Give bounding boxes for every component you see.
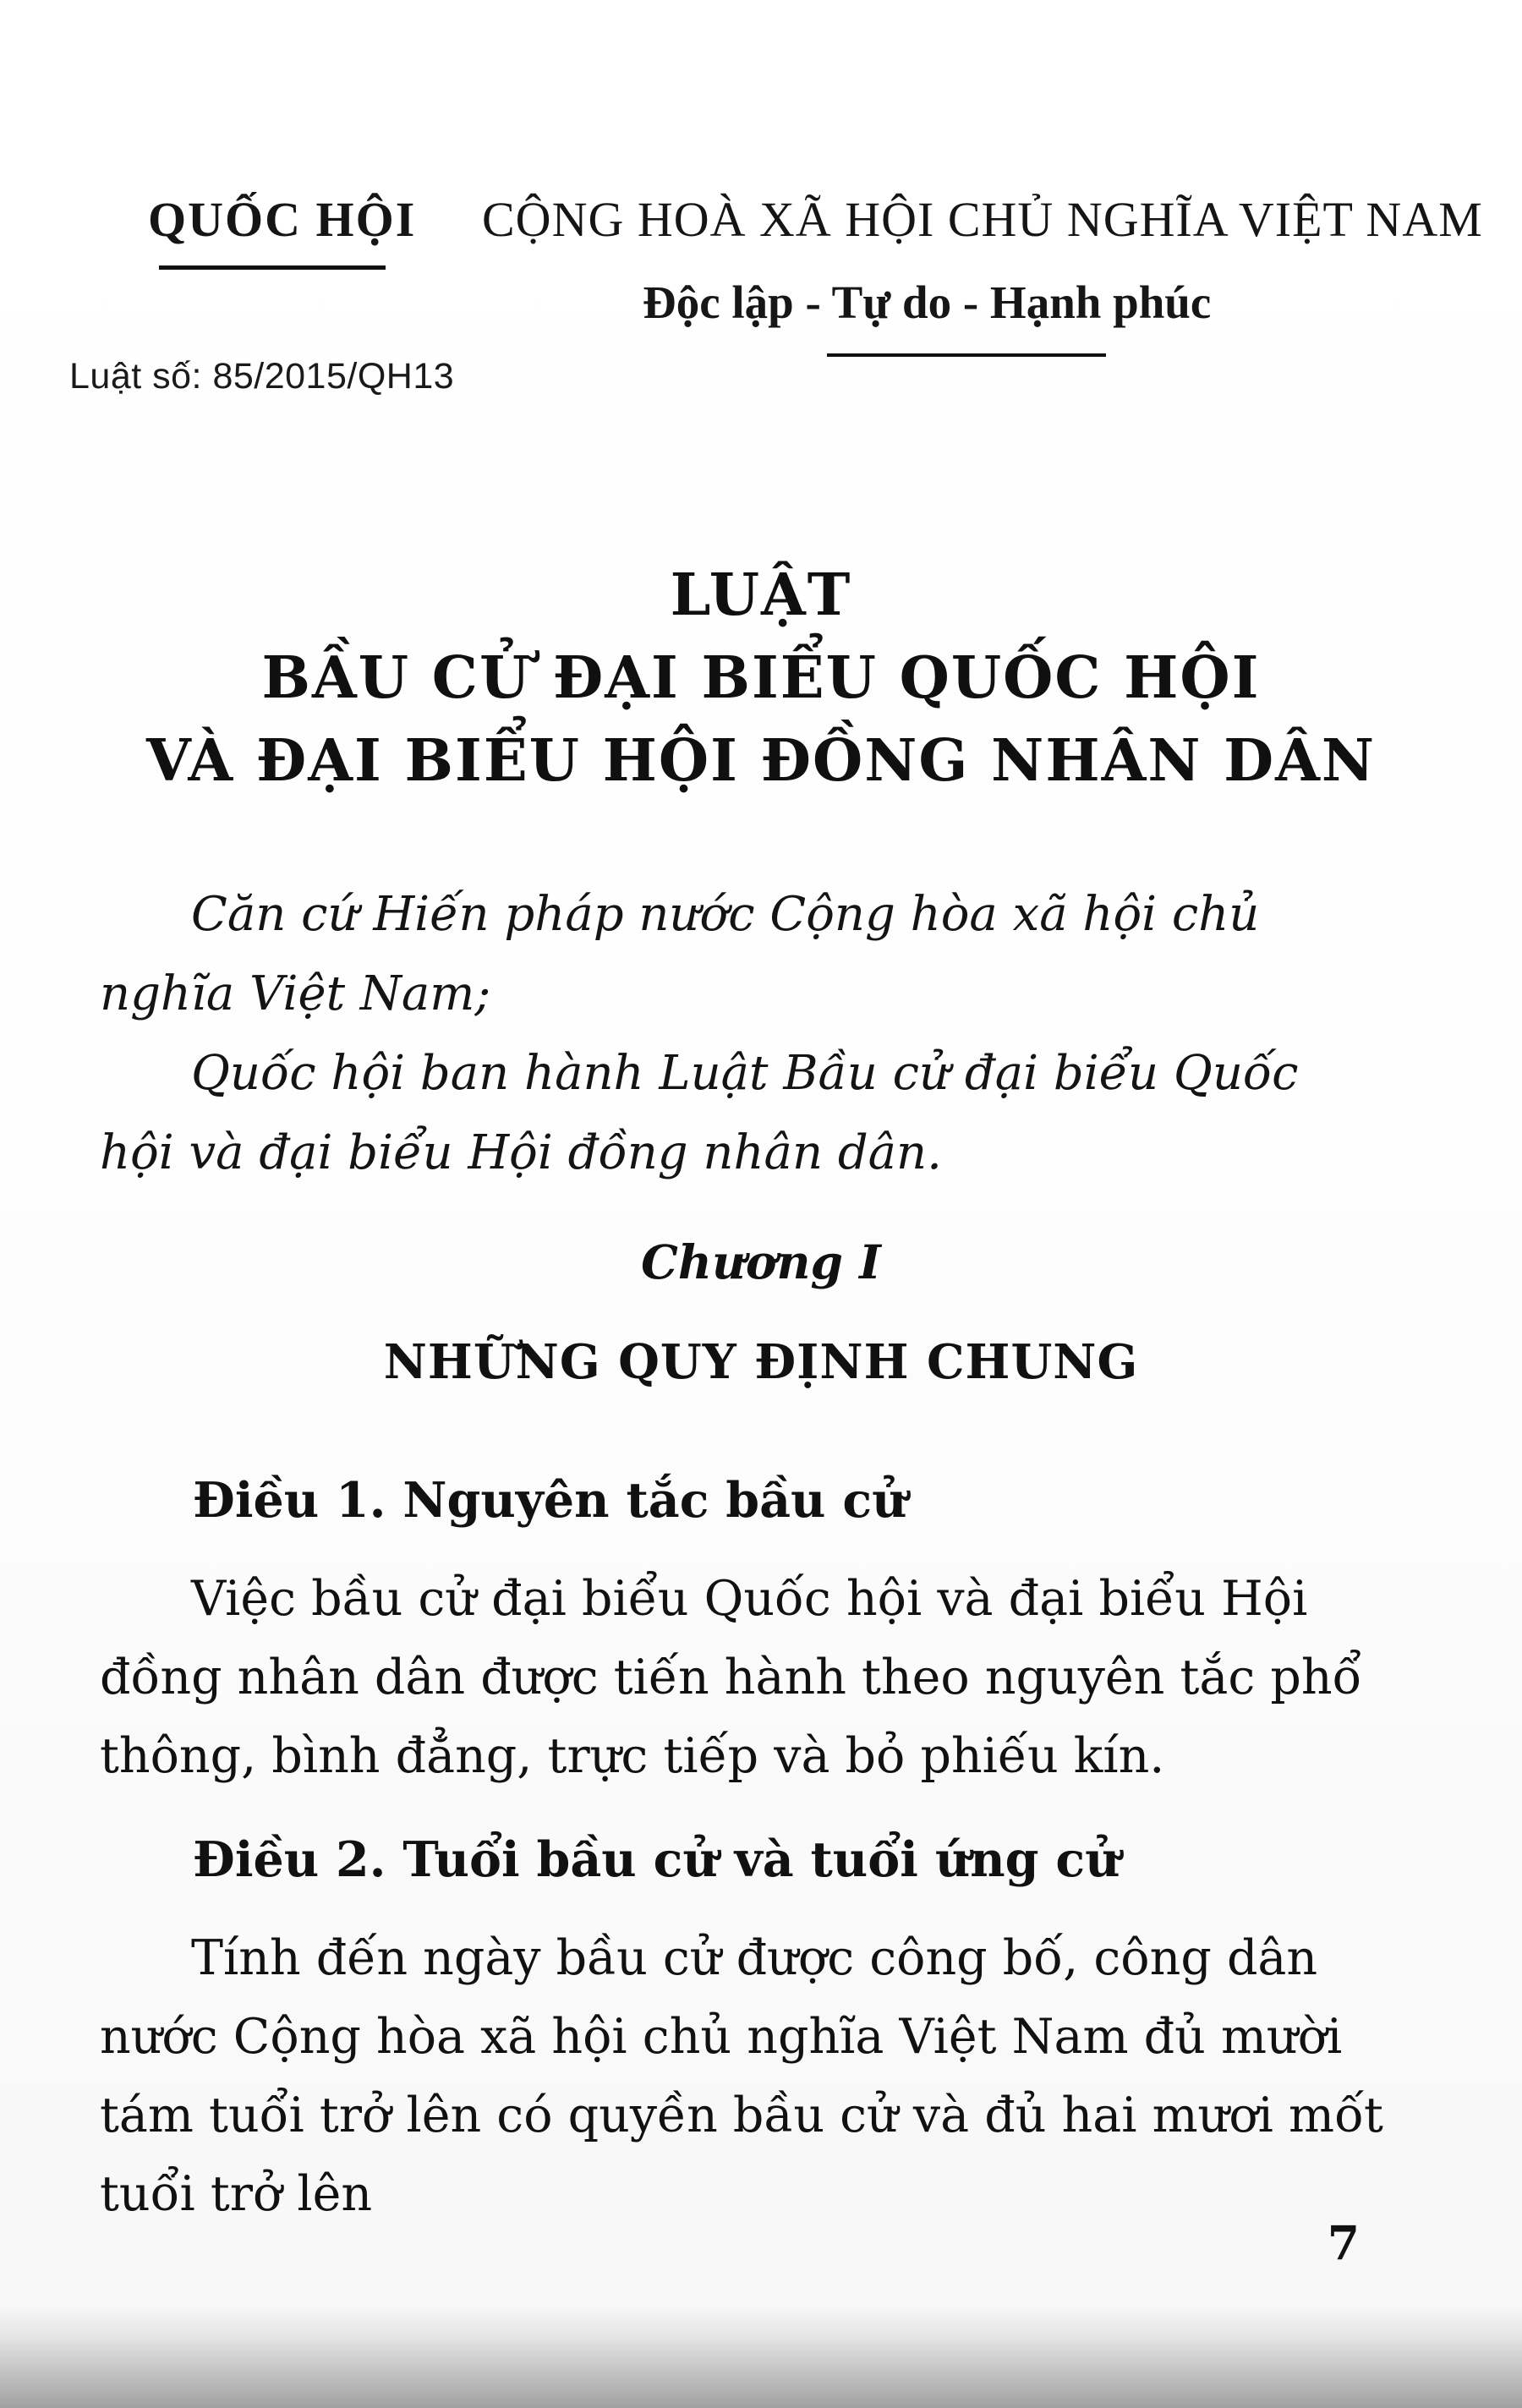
preamble xyxy=(100,875,1385,1193)
article-2-body: Tính đến ngày bầu cử được công bố, công dân nước Cộng hòa xã hội chủ nghĩa Việt Nam đủ mười tám tuổi trở lên có quyền bầu cử và đủ hai mươi mốt tuổi trở lên xyxy=(100,1930,1383,2222)
chapter-title: NHỮNG QUY ĐỊNH CHUNG xyxy=(383,1334,1139,1390)
law-title xyxy=(0,554,1522,802)
title-line-2: BẦU CỬ ĐẠI BIỂU QUỐC HỘI xyxy=(261,644,1261,712)
preamble-paragraph-2: Quốc hội ban hành Luật Bầu cử đại biểu Quốc hội và đại biểu Hội đồng nhân dân. xyxy=(100,1046,1299,1180)
preamble-paragraph-1: Căn cứ Hiến pháp nước Cộng hòa xã hội chủ nghĩa Việt Nam; xyxy=(100,887,1260,1021)
article-1-heading: Điều 1. Nguyên tắc bầu cử xyxy=(193,1472,907,1529)
organization-underline xyxy=(159,265,386,270)
article-1 xyxy=(100,1467,1385,1796)
page-edge-shadow xyxy=(0,2307,1522,2408)
article-2-heading: Điều 2. Tuổi bầu cử và tuổi ứng cử xyxy=(193,1831,1120,1888)
issuing-organization: QUỐC HỘI xyxy=(148,192,417,247)
law-number: Luật số: 85/2015/QH13 xyxy=(69,356,455,397)
motto-underline xyxy=(827,353,1106,357)
title-line-1: LUẬT xyxy=(670,561,852,629)
article-1-body: Việc bầu cử đại biểu Quốc hội và đại biểu Hội đồng nhân dân được tiến hành theo nguyên tắc phổ thông, bình đẳng, trực tiếp và bỏ phiếu kín. xyxy=(100,1571,1362,1784)
national-motto: Độc lập - Tự do - Hạnh phúc xyxy=(643,276,1212,328)
article-2 xyxy=(100,1826,1385,2234)
title-line-3: VÀ ĐẠI BIỂU HỘI ĐỒNG NHÂN DÂN xyxy=(145,727,1377,795)
page-number: 7 xyxy=(1327,2215,1360,2270)
chapter-label: Chương I xyxy=(641,1234,881,1289)
country-name: CỘNG HOÀ XÃ HỘI CHỦ NGHĨA VIỆT NAM xyxy=(482,192,1483,247)
